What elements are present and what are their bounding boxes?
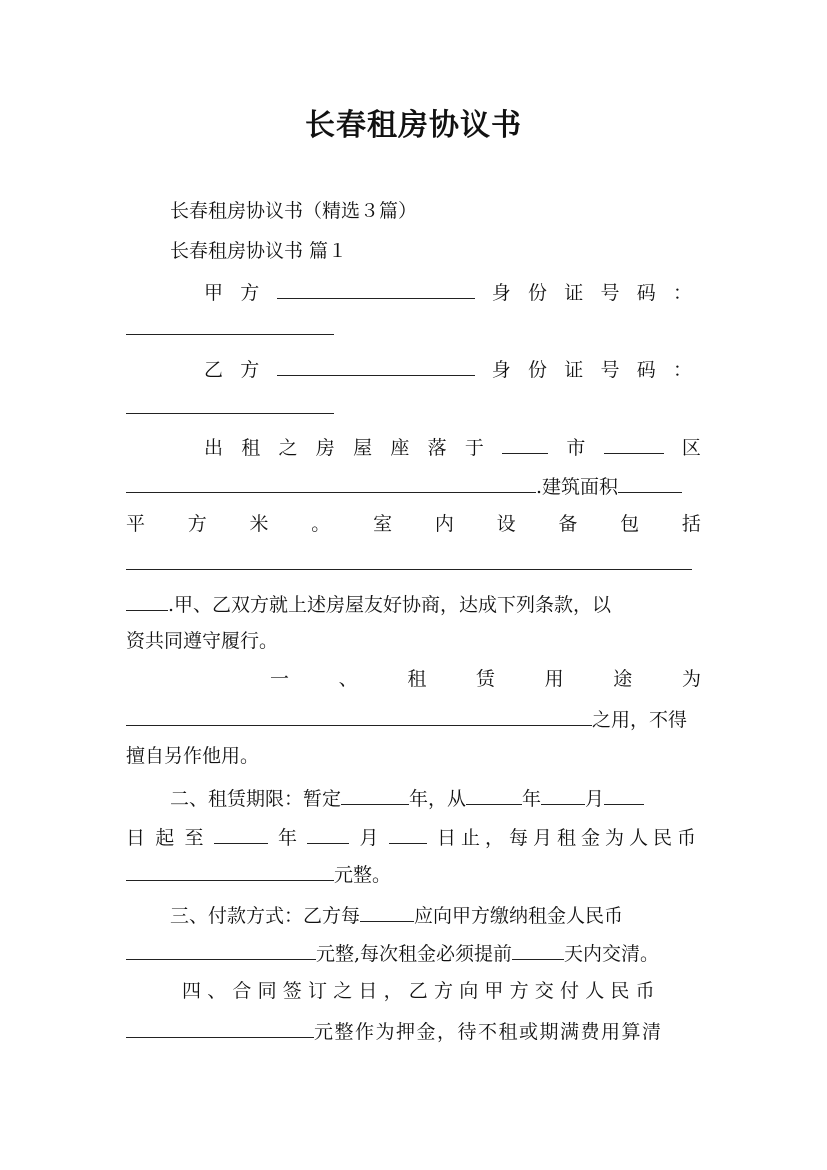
unit-line: 平 方 米 。 室 内 设 备 包 括 bbox=[126, 513, 701, 535]
clause-2-line-3: 元整。 bbox=[126, 860, 701, 888]
equipment-blank-2 bbox=[126, 590, 168, 611]
agreement-line-2: 资共同遵守履行。 bbox=[126, 630, 279, 652]
party-a-id-blank bbox=[126, 333, 334, 335]
area-blank bbox=[618, 472, 682, 493]
clause-1-line: 一 、 租 赁 用 途 为 bbox=[270, 668, 701, 690]
clause-1-line-2: 之用，不得 bbox=[126, 705, 701, 733]
clause-4-line: 四、合同签订之日，乙方向甲方交付人民币 bbox=[182, 980, 661, 1002]
clause-1-line-3: 擅自另作他用。 bbox=[126, 745, 260, 767]
address-blank bbox=[126, 472, 536, 493]
party-a-name-blank bbox=[277, 278, 475, 299]
clause-3-line: 三、付款方式：乙方每 应向甲方缴纳租金人民币 bbox=[170, 901, 701, 929]
area-line: .建筑面积 bbox=[126, 472, 701, 500]
clause-4-line-2: 元整作为押金，待不租或期满费用算清 bbox=[126, 1017, 701, 1045]
party-b-line: 乙 方 身 份 证 号 码 ： bbox=[204, 355, 692, 383]
clause-2-line-2: 日 起 至 年 月 日止，每月租金为人民币 bbox=[126, 823, 701, 851]
document-title: 长春租房协议书 bbox=[305, 108, 522, 143]
deposit-blank bbox=[126, 1017, 314, 1038]
document-subtitle: 长春租房协议书（精选３篇） bbox=[170, 200, 418, 222]
clause-2-line: 二、租赁期限：暂定 年，从 年 月 bbox=[170, 784, 701, 812]
rent-blank bbox=[126, 860, 334, 881]
clause-3-line-2: 元整,每次租金必须提前 天内交清。 bbox=[126, 939, 701, 967]
city-blank bbox=[502, 433, 548, 454]
equipment-blank bbox=[126, 568, 692, 570]
location-line: 出 租 之 房 屋 座 落 于 市 区 bbox=[204, 433, 701, 461]
usage-blank bbox=[126, 705, 592, 726]
party-b-id-blank bbox=[126, 412, 334, 414]
section-heading: 长春租房协议书 篇１ bbox=[170, 240, 348, 262]
agreement-line: .甲、乙双方就上述房屋友好协商，达成下列条款，以 bbox=[126, 590, 701, 618]
party-b-name-blank bbox=[277, 355, 475, 376]
district-blank bbox=[604, 433, 664, 454]
party-a-line: 甲 方 身 份 证 号 码 ： bbox=[204, 278, 692, 306]
